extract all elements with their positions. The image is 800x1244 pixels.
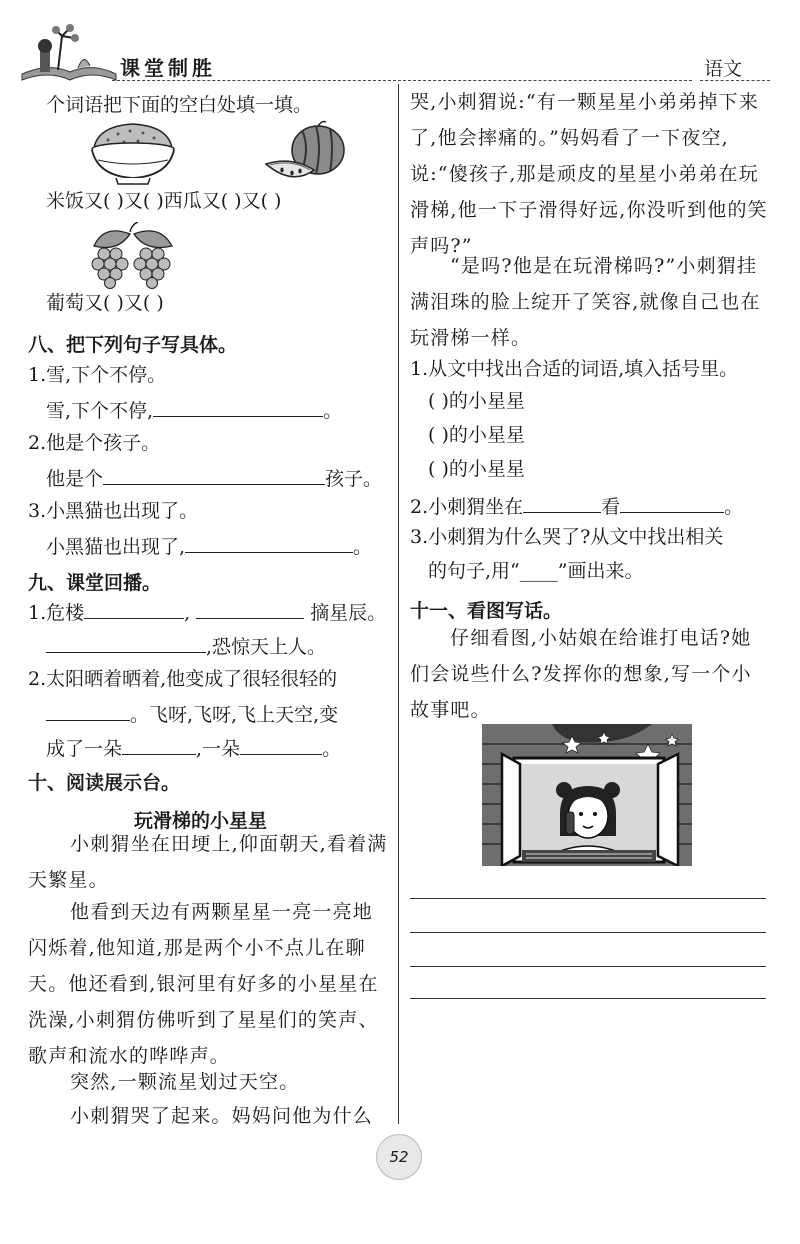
story-paragraph-2: 他看到天边有两颗星星一亮一亮地闪烁着,他知道,那是两个小不点儿在聊天。他还看到,银河里有好多的小星星在洗澡,小刺猬仿佛听到了星星们的笑声、歌声和流水的哗哗声。 [28, 901, 379, 1067]
section-11-prompt: 仔细看图,小姑娘在给谁打电话?她们会说些什么?发挥你的想象,写一个小故事吧。 [410, 627, 752, 721]
s8-q2: 2.他是个孩子。 [28, 432, 161, 454]
s9-q2-line3 [46, 730, 341, 766]
s8-q1-answer [46, 392, 342, 428]
section-8-heading: 八、把下列句子写具体。 [28, 334, 238, 356]
s8-q1-blank[interactable] [153, 392, 323, 417]
r-q2-blank-1[interactable] [523, 488, 601, 513]
s9-q1-blank-2[interactable] [196, 594, 304, 619]
writing-line-4[interactable] [410, 998, 766, 999]
s8-q2-blank[interactable] [103, 460, 325, 485]
s9-q1-comma: , [184, 602, 191, 624]
s8-q3-blank[interactable] [185, 528, 353, 553]
girl-phone-image [482, 724, 692, 866]
s9-q1-line2-text: ,恐惊天上人。 [206, 636, 327, 658]
writing-line-3[interactable] [410, 966, 766, 967]
s9-q2-line2 [46, 696, 338, 732]
r-q2-mid: 看 [601, 496, 621, 518]
s8-q1-answer-text: 雪,下个不停, [46, 400, 154, 422]
page-number: 52 [389, 1148, 409, 1166]
s9-q1 [28, 594, 386, 630]
s8-q3-answer [46, 528, 372, 564]
r-q2-pre: 2.小刺猬坐在 [410, 496, 524, 518]
s9-q1-blank-1[interactable] [84, 594, 184, 619]
r-q2 [410, 488, 743, 524]
writing-line-2[interactable] [410, 932, 766, 933]
s9-q1-blank-3[interactable] [46, 628, 206, 653]
header-title: 课堂制胜 [120, 56, 216, 80]
s8-q3-answer-text: 小黑猫也出现了, [46, 536, 186, 558]
left-intro: 个词语把下面的空白处填一填。 [46, 94, 313, 116]
s8-q2-pre: 他是个 [46, 468, 104, 490]
r-q1-item-1[interactable]: ( )的小星星 [428, 390, 525, 412]
fill-grapes: 葡萄又( )又( ) [46, 292, 164, 314]
s9-q2-line3-pre: 成了一朵 [46, 738, 123, 760]
s9-q2-line1: 2.太阳晒着晒着,他变成了很轻很轻的 [28, 668, 338, 690]
page-number-badge [376, 1134, 422, 1180]
s8-q3: 3.小黑猫也出现了。 [28, 500, 199, 522]
section-11-heading: 十一、看图写话。 [410, 600, 563, 622]
s8-q1: 1.雪,下个不停。 [28, 364, 167, 386]
story-paragraph-4-continued: 哭,小刺猬说:“有一颗星星小弟弟掉下来了,他会摔痛的。”妈妈看了一下夜空,说:“傻孩子,那是顽皮的星星小弟弟在玩滑梯,他一下子滑得好远,你没听到他的笑声吗?” [410, 91, 768, 257]
header-rule [112, 80, 692, 81]
s9-q2-line2-text: 。飞呀,飞呀,飞上天空,变 [130, 704, 339, 726]
s9-q2-blank-3[interactable] [240, 730, 322, 755]
s8-q2-post: 孩子。 [325, 468, 383, 490]
fill-rice-watermelon: 米饭又( )又( )西瓜又( )又( ) [46, 190, 282, 212]
r-q1: 1.从文中找出合适的词语,填入括号里。 [410, 358, 739, 380]
story-paragraph-4: 小刺猬哭了起来。妈妈问他为什么 [70, 1105, 374, 1127]
column-divider [398, 84, 399, 1124]
header-rule-right [700, 80, 770, 81]
story-paragraph-3: 突然,一颗流星划过天空。 [70, 1071, 300, 1093]
s9-q2-blank-2[interactable] [122, 730, 196, 755]
story-paragraph-1: 小刺猬坐在田埂上,仰面朝天,看着满天繁星。 [28, 833, 388, 891]
header-subject: 语文 [704, 58, 743, 80]
r-q2-post: 。 [724, 496, 744, 518]
writing-line-1[interactable] [410, 898, 766, 899]
s9-q1-pre: 1.危楼 [28, 602, 85, 624]
s9-q2-line3-mid: ,一朵 [196, 738, 241, 760]
section-9-heading: 九、课堂回播。 [28, 572, 162, 594]
story-paragraph-5: “是吗?他是在玩滑梯吗?”小刺猬挂满泪珠的脸上绽开了笑容,就像自己也在玩滑梯一样。 [410, 255, 761, 349]
s8-q3-period: 。 [353, 536, 373, 558]
section-10-heading: 十、阅读展示台。 [28, 772, 181, 794]
s8-q2-answer [46, 460, 382, 496]
watermelon-image [262, 118, 348, 188]
s9-q2-line3-post: 。 [322, 738, 342, 760]
r-q1-item-2[interactable]: ( )的小星星 [428, 424, 525, 446]
r-q1-item-3[interactable]: ( )的小星星 [428, 458, 525, 480]
s8-q1-period: 。 [323, 400, 343, 422]
s9-q1-post: 摘星辰。 [310, 602, 387, 624]
rice-bowl-image [88, 120, 178, 186]
grapes-image [84, 222, 180, 290]
r-q2-blank-2[interactable] [620, 488, 724, 513]
story-title: 玩滑梯的小星星 [134, 810, 268, 832]
header-logo [18, 22, 118, 84]
r-q3-line1: 3.小刺猬为什么哭了?从文中找出相关 [410, 526, 724, 548]
r-q3-line2: 的句子,用“____”画出来。 [428, 560, 644, 582]
s9-q2-blank-1[interactable] [46, 696, 130, 721]
s9-q1-line2 [46, 628, 326, 664]
